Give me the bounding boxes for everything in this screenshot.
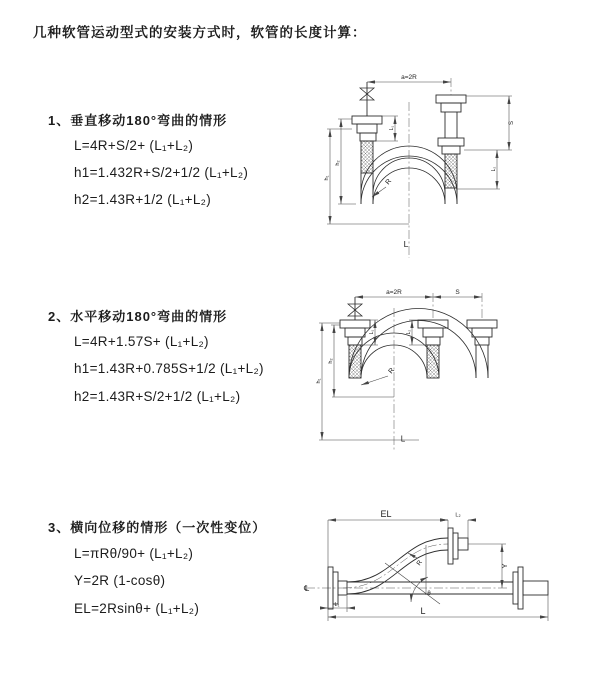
dim-label-y: Y bbox=[500, 563, 509, 569]
radius-label: R bbox=[415, 559, 424, 568]
section-2-heading: 2、水平移动180°弯曲的情形 bbox=[48, 309, 228, 324]
dimensions-3 bbox=[320, 520, 548, 621]
angle-construction bbox=[385, 545, 440, 604]
dimensions-1 bbox=[327, 82, 512, 224]
hose-s-curve bbox=[328, 528, 548, 609]
section-2-formula-L: L=4R+1.57S+ (L₁+L₂) bbox=[74, 334, 209, 349]
length-label: L bbox=[403, 239, 409, 249]
dim-label-l1: L₁ bbox=[389, 125, 395, 131]
radius-label: R bbox=[384, 177, 394, 187]
dim-label-el: EL bbox=[380, 509, 392, 519]
dim-label-l2: L₂ bbox=[455, 512, 461, 519]
angle-theta-label: θ bbox=[427, 591, 431, 597]
section-3-formula-L: L=πRθ/90+ (L₁+L₂) bbox=[74, 546, 194, 561]
dim-label-h1: h₁ bbox=[324, 175, 330, 181]
length-label: L bbox=[400, 434, 406, 444]
dim-label-l1: L₁ bbox=[369, 329, 375, 335]
section-1-formula-h2: h2=1.43R+1/2 (L₁+L₂) bbox=[74, 192, 212, 207]
diagram-vertical-180-bend bbox=[306, 66, 598, 262]
section-1-formula-L: L=4R+S/2+ (L₁+L₂) bbox=[74, 138, 194, 153]
centerline-symbol: ℄ bbox=[304, 584, 310, 593]
section-3-formula-EL: EL=2Rsinθ+ (L₁+L₂) bbox=[74, 601, 200, 616]
dim-label-l2: L₂ bbox=[406, 329, 412, 335]
section-2-formula-h2: h2=1.43R+S/2+1/2 (L₁+L₂) bbox=[74, 389, 241, 404]
dim-label-h2: h₂ bbox=[335, 160, 341, 166]
dim-label-s: S bbox=[455, 289, 460, 296]
dim-label-l2: L₂ bbox=[491, 166, 497, 172]
dim-label-h1: h₁ bbox=[316, 378, 322, 384]
dim-label-l1: L₁ bbox=[334, 602, 340, 608]
dimensions-2 bbox=[319, 297, 482, 440]
braid-left bbox=[361, 141, 373, 173]
section-1-heading: 1、垂直移动180°弯曲的情形 bbox=[48, 113, 228, 128]
hose-u-bend-2 bbox=[340, 297, 497, 378]
diagram-horizontal-180-bend bbox=[308, 283, 598, 455]
dim-label-a2r: a=2R bbox=[401, 74, 417, 81]
dim-label-h2: h₂ bbox=[328, 358, 334, 364]
dim-label-s: S bbox=[509, 120, 515, 126]
dim-label-l: L bbox=[420, 606, 426, 616]
dim-label-a2r: a=2R bbox=[386, 289, 402, 296]
section-2-formula-h1: h1=1.43R+0.785S+1/2 (L₁+L₂) bbox=[74, 361, 264, 376]
diagram-lateral-displacement bbox=[298, 505, 600, 653]
section-3-formula-Y: Y=2R (1-cosθ) bbox=[74, 573, 166, 588]
radius-label: R bbox=[387, 366, 397, 376]
section-1-formula-h1: h1=1.432R+S/2+1/2 (L₁+L₂) bbox=[74, 165, 249, 180]
page-title: 几种软管运动型式的安装方式时，软管的长度计算： bbox=[33, 25, 367, 40]
section-3-heading: 3、横向位移的情形（一次性变位） bbox=[48, 520, 267, 535]
